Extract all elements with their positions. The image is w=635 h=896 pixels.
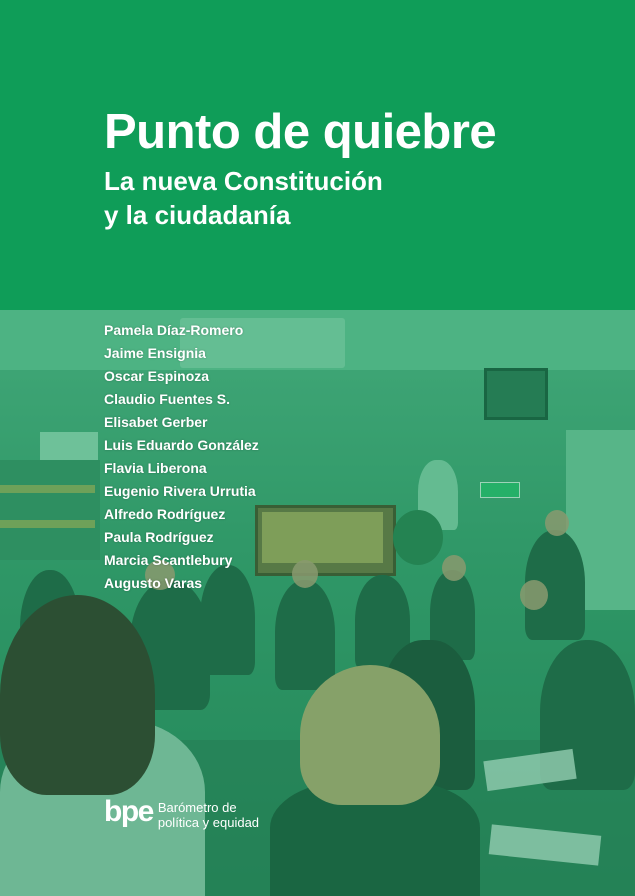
- author-name: Augusto Varas: [104, 575, 203, 591]
- subtitle-line-1: La nueva Constitución: [104, 166, 383, 196]
- author-name: Elisabet Gerber: [104, 414, 208, 430]
- author-name: Paula Rodríguez: [104, 529, 214, 545]
- author-name: Pamela Díaz-Romero: [104, 322, 244, 338]
- author-name: Jaime Ensignia: [104, 345, 206, 361]
- publisher-name-line-2: política y equidad: [157, 815, 260, 830]
- author-name: Oscar Espinoza: [104, 368, 210, 384]
- author-name: Claudio Fuentes S.: [104, 391, 231, 407]
- cover-photo: [0, 310, 635, 896]
- book-subtitle: [104, 164, 524, 232]
- author-list: [104, 319, 259, 595]
- publisher-name: [158, 800, 259, 830]
- book-title: Punto de quiebre: [104, 105, 497, 159]
- author-name: Eugenio Rivera Urrutia: [104, 483, 256, 499]
- photo-green-tint: [0, 310, 635, 896]
- subtitle-line-2: y la ciudadanía: [104, 200, 291, 230]
- author-name: Marcia Scantlebury: [104, 552, 233, 568]
- author-name: Flavia Liberona: [104, 460, 207, 476]
- author-name: Alfredo Rodríguez: [104, 506, 226, 522]
- publisher-logo-mark: bpe: [104, 795, 153, 828]
- publisher-logo: [104, 795, 260, 830]
- publisher-name-line-1: Barómetro de: [157, 800, 237, 815]
- title-band: [0, 0, 635, 310]
- author-name: Luis Eduardo González: [104, 437, 259, 453]
